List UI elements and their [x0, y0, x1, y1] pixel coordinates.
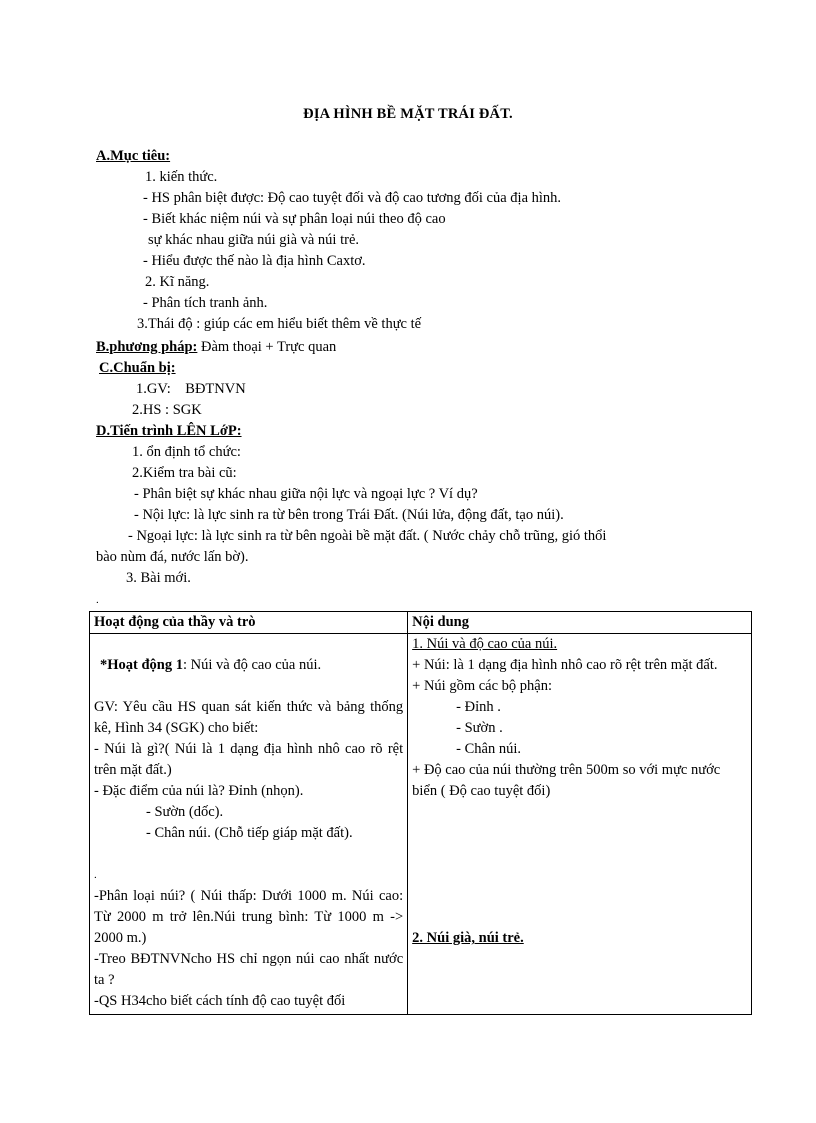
content-p2: + Núi gồm các bộ phận: [412, 678, 553, 694]
section-d-line: 3. Bài mới. [126, 570, 191, 586]
section-b-text: Đàm thoại + Trực quan [197, 339, 337, 355]
content-heading-2: 2. Núi già, núi trẻ. [412, 930, 524, 946]
activities-cell [90, 634, 408, 1015]
table-row [90, 634, 752, 1015]
header-activities: Hoạt động của thầy và trò [90, 612, 408, 634]
section-a-heading: A.Mục tiêu: [96, 148, 171, 164]
content-p2a: - Đỉnh . [456, 699, 501, 715]
gv-instruction: GV: Yêu cầu HS quan sát kiến thức và bảng thống kê, Hình 34 (SGK) cho biết: [94, 699, 404, 736]
section-b [96, 337, 336, 357]
question-3: -Phân loại núi? ( Núi thấp: Dưới 1000 m. Núi cao: Từ 2000 m trở lên.Núi trung bình: Từ 1000 m -> 2000 m.) [94, 888, 404, 946]
section-d-line: bào nùm đá, nước lấn bờ). [96, 549, 249, 565]
activity-title: : Núi và độ cao của núi. [183, 657, 322, 673]
question-4: -Treo BĐTNVNcho HS chỉ ngọn núi cao nhất nước ta ? [94, 951, 404, 988]
question-2b: - Chân núi. (Chỗ tiếp giáp mặt đất). [146, 825, 353, 841]
section-d-line: - Phân biệt sự khác nhau giữa nội lực và ngoại lực ? Ví dụ? [134, 486, 478, 502]
section-a-line: sự khác nhau giữa núi già và núi trẻ. [148, 232, 360, 248]
page-title: ĐỊA HÌNH BỀ MẶT TRÁI ĐẤT. [303, 106, 513, 122]
activity-label: *Hoạt động 1 [100, 657, 183, 673]
section-a-line: 2. Kĩ năng. [145, 274, 210, 290]
question-2: - Đặc điểm của núi là? Đỉnh (nhọn). [94, 783, 304, 799]
section-b-heading: B.phương pháp: [96, 339, 198, 355]
section-d-line: 2.Kiểm tra bài cũ: [132, 465, 237, 481]
section-c-heading: C.Chuẩn bị: [99, 360, 176, 376]
cell-dot: . [94, 869, 97, 881]
section-c-line: 1.GV: BĐTNVN [136, 381, 246, 397]
question-1: - Núi là gì?( Núi là 1 dạng địa hình nhô cao rõ rệt trên mặt đất.) [94, 741, 404, 778]
section-a-line: - Phân tích tranh ảnh. [143, 295, 268, 311]
section-a-line: - Hiểu được thế nào là địa hình Caxtơ. [143, 253, 366, 269]
section-d-line: - Ngoại lực: là lực sinh ra từ bên ngoài bề mặt đất. ( Nước chảy chỗ trũng, gió thổi [128, 528, 607, 544]
content-heading-1: 1. Núi và độ cao của núi. [412, 636, 558, 652]
question-2a: - Sườn (dốc). [146, 804, 224, 820]
section-d-heading: D.Tiến trình LÊN LớP: [96, 423, 242, 439]
section-a-line: 1. kiến thức. [145, 169, 218, 185]
content-p2b: - Sườn . [456, 720, 503, 736]
section-a-line: - HS phân biệt được: Độ cao tuyệt đối và độ cao tương đối của địa hình. [143, 190, 562, 206]
section-d-line: - Nội lực: là lực sinh ra từ bên trong Trái Đất. (Núi lửa, động đất, tạo núi). [134, 507, 564, 523]
section-a-line: - Biết khác niệm núi và sự phân loại núi theo độ cao [143, 211, 446, 227]
content-p1: + Núi: là 1 dạng địa hình nhô cao rõ rệt trên mặt đất. [412, 657, 718, 673]
activity-1 [94, 655, 403, 676]
content-p3: + Độ cao của núi thường trên 500m so với mực nước biển ( Độ cao tuyệt đối) [412, 762, 721, 799]
lesson-table [89, 611, 752, 1015]
section-c-line: 2.HS : SGK [132, 402, 202, 418]
content-p2c: - Chân núi. [456, 741, 521, 757]
section-d-line: 1. ổn định tổ chức: [132, 444, 241, 460]
header-content: Nội dung [408, 612, 752, 634]
stray-dot: . [96, 594, 99, 606]
table-header-row [90, 612, 752, 634]
content-cell [408, 634, 752, 1015]
question-5: -QS H34cho biết cách tính độ cao tuyệt đối [94, 993, 346, 1009]
section-a-line: 3.Thái độ : giúp các em hiểu biết thêm về thực tế [137, 316, 422, 332]
